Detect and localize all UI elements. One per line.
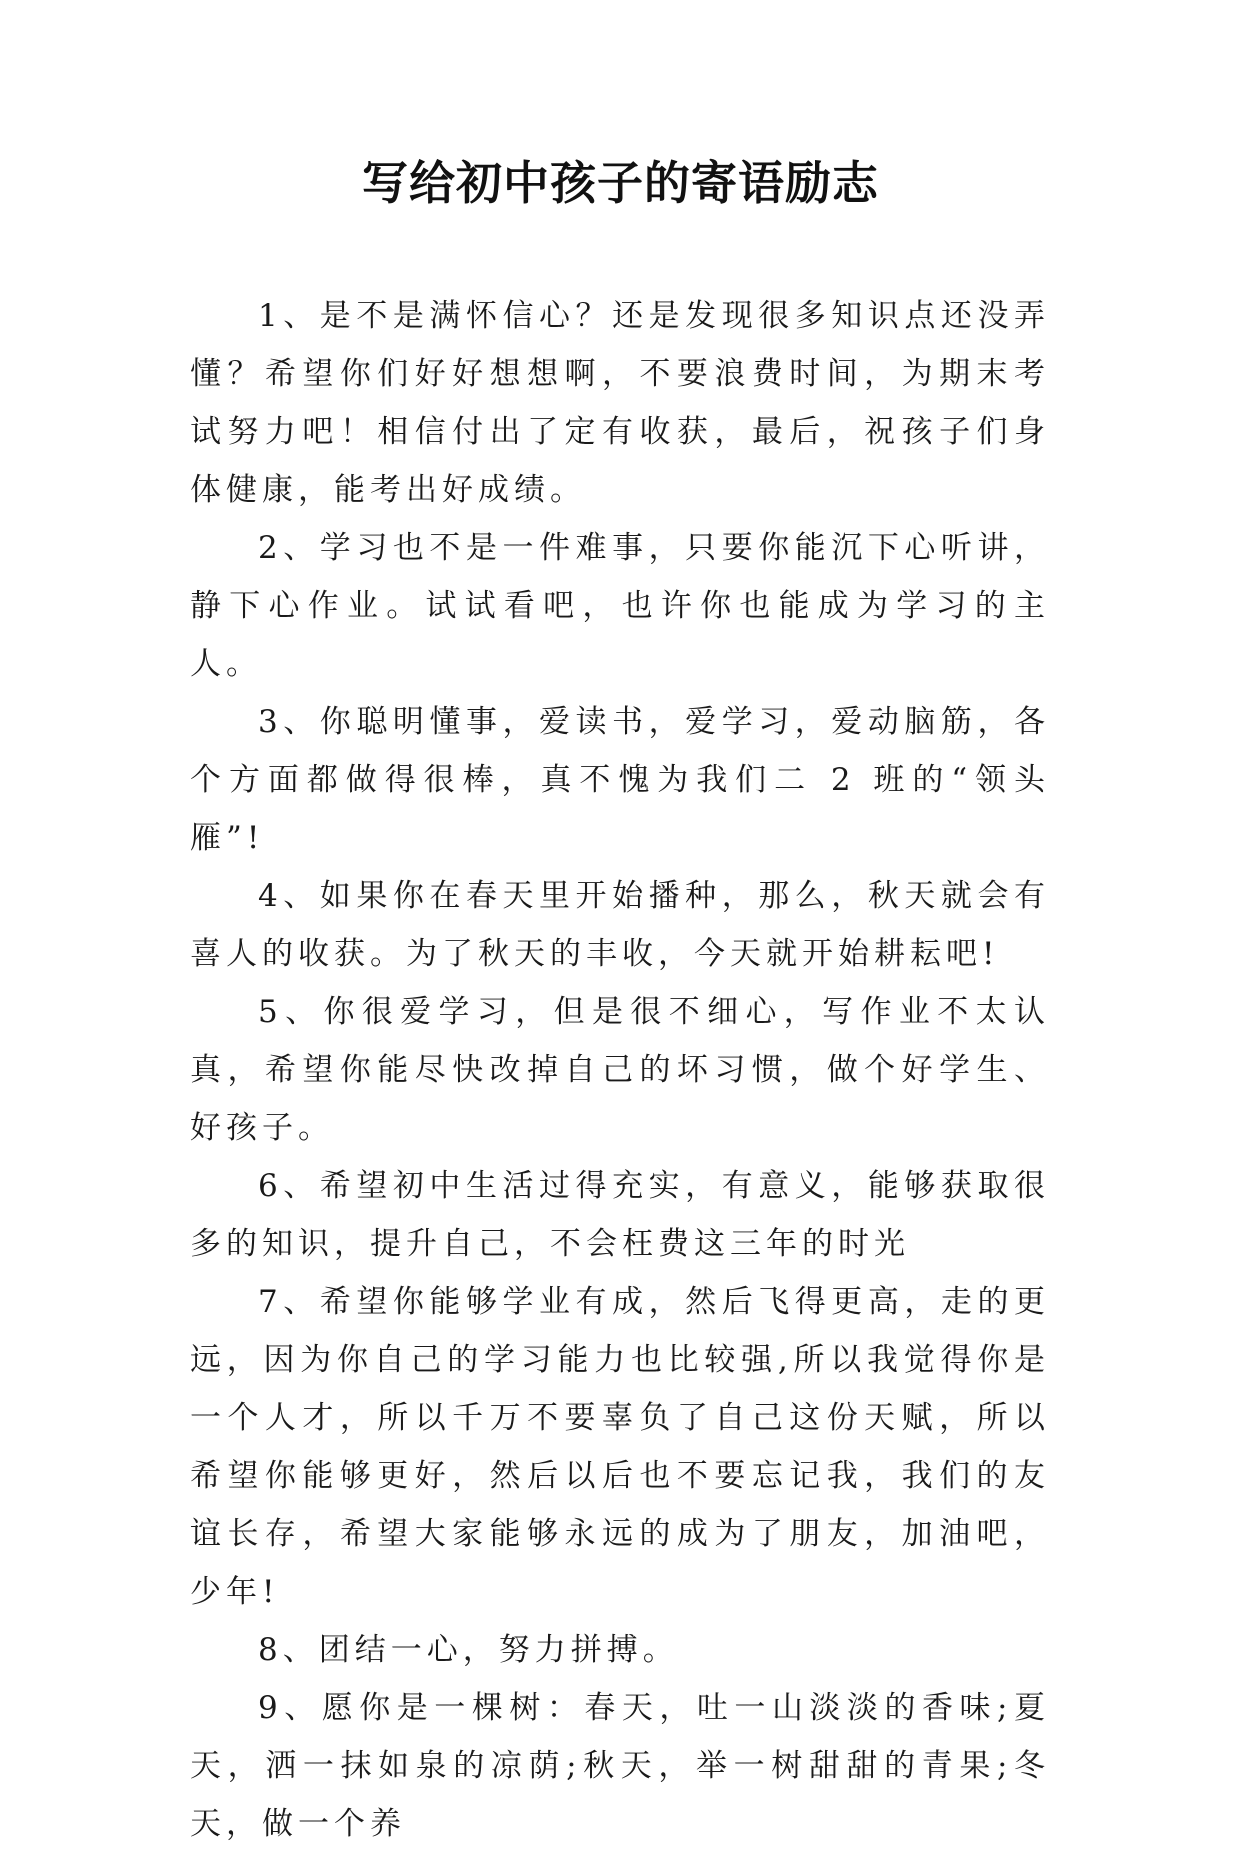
paragraph-8: 8、团结一心，努力拼搏。: [258, 1632, 679, 1668]
paragraph-7: 7、希望你能够学业有成，然后飞得更高，走的更远，因为你自己的学习能力也比较强,所以我觉得你是一个人才，所以千万不要辜负了自己这份天赋，所以希望你能够更好，然后以后也不要忘记我，我们的友谊长存，希望大家能够永远的成为了朋友，加油吧，少年!: [190, 1284, 1050, 1610]
document-title: 写给初中孩子的寄语励志: [362, 156, 879, 210]
paragraph-4: 4、如果你在春天里开始播种，那么，秋天就会有喜人的收获。为了秋天的丰收，今天就开始耕耘吧!: [190, 878, 1050, 972]
paragraph-2: 2、学习也不是一件难事，只要你能沉下心听讲，静下心作业。试试看吧，也许你也能成为学习的主人。: [190, 530, 1050, 682]
paragraph-3: 3、你聪明懂事，爱读书，爱学习，爱动脑筋，各个方面都做得很棒，真不愧为我们二 2 班的“领头雁”!: [190, 704, 1050, 856]
paragraph-9: 9、愿你是一棵树：春天，吐一山淡淡的香味;夏天，洒一抹如泉的凉荫;秋天，举一树甜甜的青果;冬天，做一个养: [190, 1690, 1050, 1842]
paragraph-6: 6、希望初中生活过得充实，有意义，能够获取很多的知识，提升自己，不会枉费这三年的时光: [190, 1168, 1050, 1262]
document-body: [190, 287, 1050, 1853]
paragraph-1: 1、是不是满怀信心？还是发现很多知识点还没弄懂？希望你们好好想想啊，不要浪费时间，为期末考试努力吧！相信付出了定有收获，最后，祝孩子们身体健康，能考出好成绩。: [190, 298, 1050, 508]
paragraph-5: 5、你很爱学习，但是很不细心，写作业不太认真，希望你能尽快改掉自己的坏习惯，做个好学生、好孩子。: [190, 994, 1050, 1146]
